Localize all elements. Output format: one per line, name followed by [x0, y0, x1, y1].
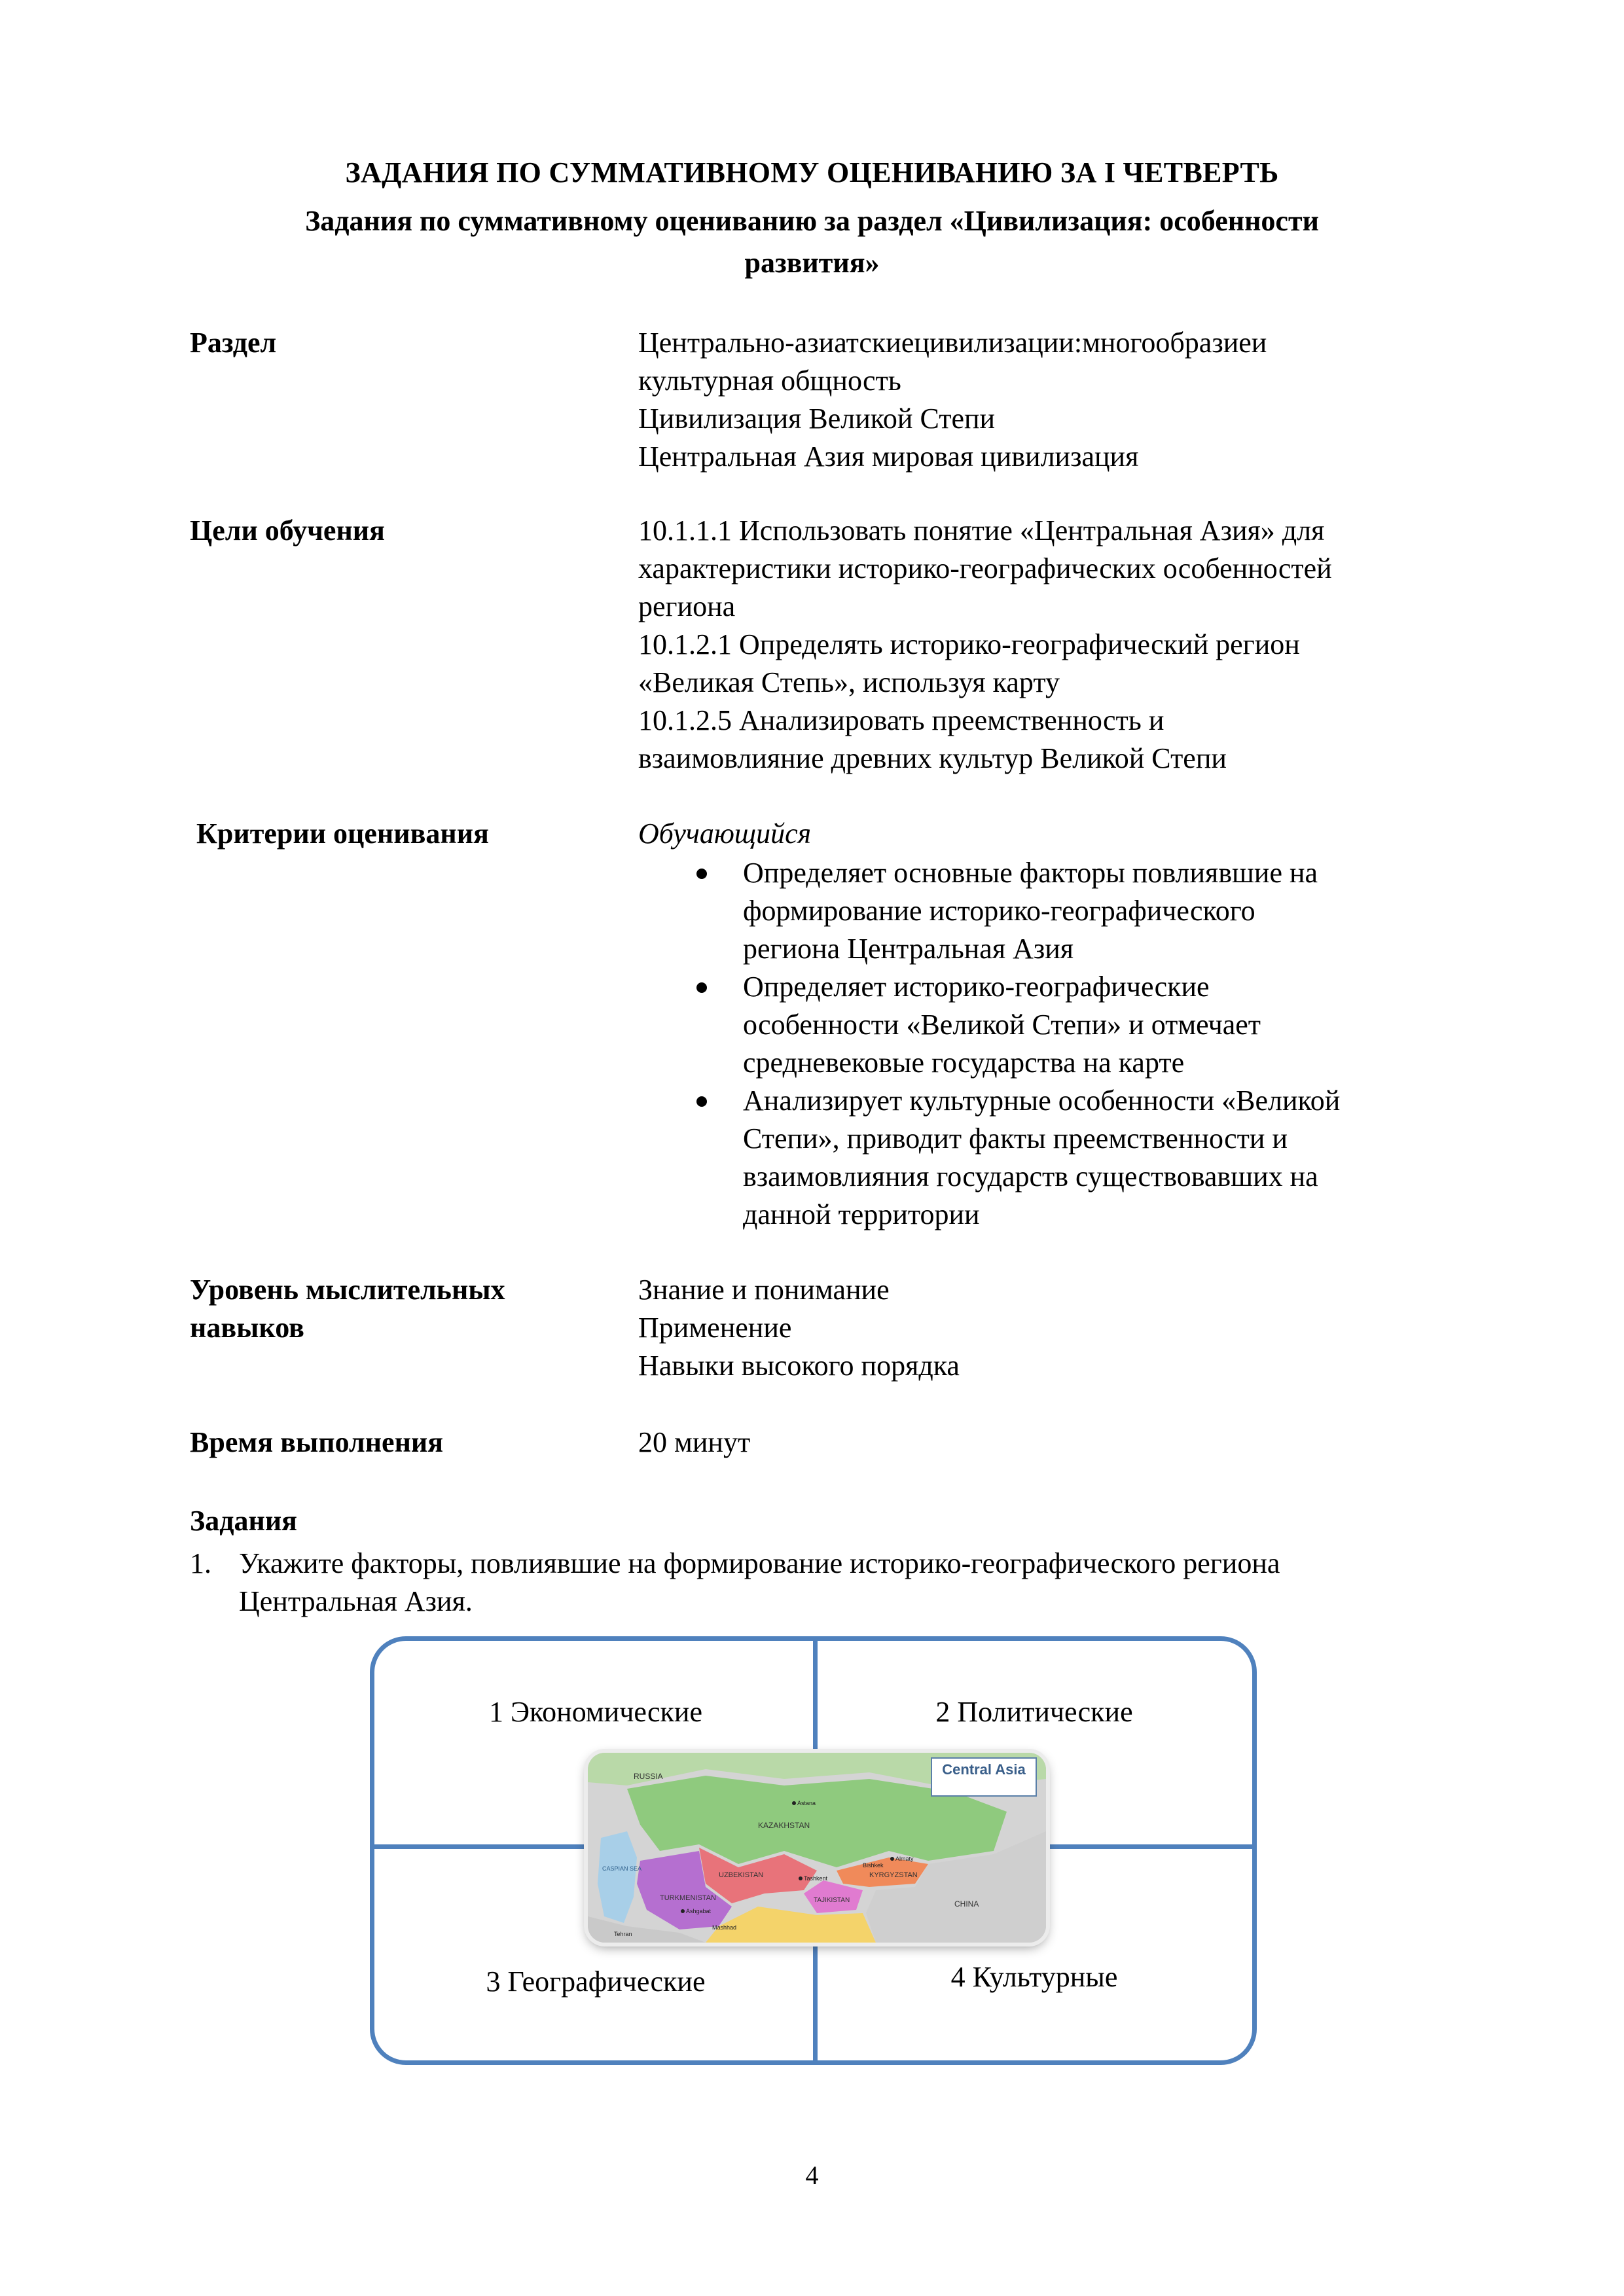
page-number: 4 — [805, 2161, 819, 2190]
criteria-intro: Обучающийся — [638, 817, 812, 850]
document-subtitle: Задания по суммативному оцениванию за раздел «Цивилизация: особенности — [305, 205, 1319, 237]
skills-line: Применение — [638, 1312, 792, 1344]
criteria-item-line: Степи», приводит факты преемственности и — [743, 1122, 1288, 1155]
criteria-item — [694, 1082, 1447, 1234]
time-value: 20 минут — [638, 1426, 751, 1458]
quadrant-cultural: 4 Культурные — [950, 1961, 1118, 1993]
goals-line: «Великая Степь», используя карту — [638, 666, 1060, 698]
goals-line: характеристики историко-географических особенностей — [638, 552, 1332, 584]
diagram-horizontal-divider-left — [370, 1844, 592, 1849]
quadrant-economic: 1 Экономические — [488, 1696, 703, 1728]
city-dot — [792, 1801, 796, 1805]
word: цивилизации: — [914, 327, 1083, 359]
skills-label-line: навыков — [190, 1312, 304, 1344]
skills-label — [190, 1271, 505, 1347]
document-subtitle-continued: развития» — [744, 247, 880, 279]
goals-line: взаимовлияние древних культур Великой Степи — [638, 742, 1227, 774]
section-line — [638, 324, 1447, 362]
criteria-item-line: особенности «Великой Степи» и отмечает — [743, 1009, 1261, 1041]
map-label: Tehran — [614, 1931, 632, 1937]
map-illustration — [588, 1753, 1046, 1943]
section-label: Раздел — [190, 327, 277, 359]
criteria-list — [694, 854, 1447, 1234]
criteria-item-line: средневековые государства на карте — [743, 1047, 1185, 1079]
criteria-item-line: взаимовлияния государств существовавших на — [743, 1160, 1318, 1193]
word: и — [1251, 327, 1267, 359]
criteria-item-line: Определяет историко-географические — [743, 971, 1210, 1003]
map-label: RUSSIA — [634, 1772, 663, 1781]
skills-value — [638, 1271, 1447, 1385]
section-value — [638, 324, 1447, 476]
criteria-item-line: региона Центральная Азия — [743, 933, 1074, 965]
quadrant-political: 2 Политические — [935, 1696, 1133, 1728]
map-label: KAZAKHSTAN — [758, 1821, 810, 1830]
task-text-line: Укажите факторы, повлиявшие на формирование историко-географического региона — [239, 1547, 1280, 1579]
map-title: Central Asia — [942, 1761, 1026, 1778]
time-label: Время выполнения — [190, 1426, 444, 1458]
section-line: Цивилизация Великой Степи — [638, 403, 996, 435]
quadrant-geographic: 3 Географические — [486, 1965, 706, 1998]
city-dot — [799, 1876, 803, 1880]
criteria-item — [694, 968, 1447, 1082]
map-label: CASPIAN SEA — [602, 1865, 642, 1872]
skills-line: Знание и понимание — [638, 1274, 890, 1306]
map-label: Bishkek — [863, 1862, 884, 1869]
goals-label: Цели обучения — [190, 514, 385, 547]
criteria-label: Критерии оценивания — [196, 817, 489, 850]
goals-line: региона — [638, 590, 736, 622]
map-label: Tashkent — [804, 1875, 828, 1882]
document-title: ЗАДАНИЯ ПО СУММАТИВНОМУ ОЦЕНИВАНИЮ ЗА I ЧЕТВЕРТЬ — [345, 156, 1279, 188]
word: Центрально-азиатские — [638, 327, 914, 359]
map-label: Ashgabat — [686, 1908, 712, 1914]
task-text-line: Центральная Азия. — [239, 1585, 473, 1617]
goals-line: 10.1.1.1 Использовать понятие «Центральная Азия» для — [638, 514, 1325, 547]
task-1 — [190, 1545, 1453, 1621]
map-label: Almaty — [895, 1856, 914, 1862]
goals-line: 10.1.2.1 Определять историко-географический регион — [638, 628, 1300, 660]
word: многообразие — [1082, 327, 1252, 359]
map-label: Astana — [797, 1800, 816, 1806]
map-label: TAJIKISTAN — [814, 1897, 850, 1904]
criteria-item-line: формирование историко-географического — [743, 895, 1255, 927]
criteria-item — [694, 854, 1447, 968]
map-label: UZBEKISTAN — [719, 1871, 764, 1879]
tasks-heading: Задания — [190, 1505, 297, 1537]
skills-line: Навыки высокого порядка — [638, 1350, 960, 1382]
goals-line: 10.1.2.5 Анализировать преемственность и — [638, 704, 1164, 736]
task-number: 1. — [190, 1547, 211, 1579]
section-line: культурная общность — [638, 365, 901, 397]
skills-label-line: Уровень мыслительных — [190, 1274, 505, 1306]
criteria-item-line: Определяет основные факторы повлиявшие на — [743, 857, 1318, 889]
map-label: TURKMENISTAN — [660, 1894, 716, 1902]
diagram-horizontal-divider-right — [1041, 1844, 1257, 1849]
central-asia-map — [588, 1753, 1046, 1943]
section-line: Центральная Азия мировая цивилизация — [638, 440, 1139, 473]
criteria-item-line: Анализирует культурные особенности «Великой — [743, 1085, 1341, 1117]
map-label: KYRGYZSTAN — [869, 1871, 918, 1879]
goals-value — [638, 512, 1447, 778]
city-dot — [681, 1909, 685, 1913]
map-label: Mashhad — [712, 1924, 737, 1931]
map-label: CHINA — [954, 1899, 979, 1909]
criteria-item-line: данной территории — [743, 1198, 980, 1230]
city-dot — [890, 1857, 894, 1861]
